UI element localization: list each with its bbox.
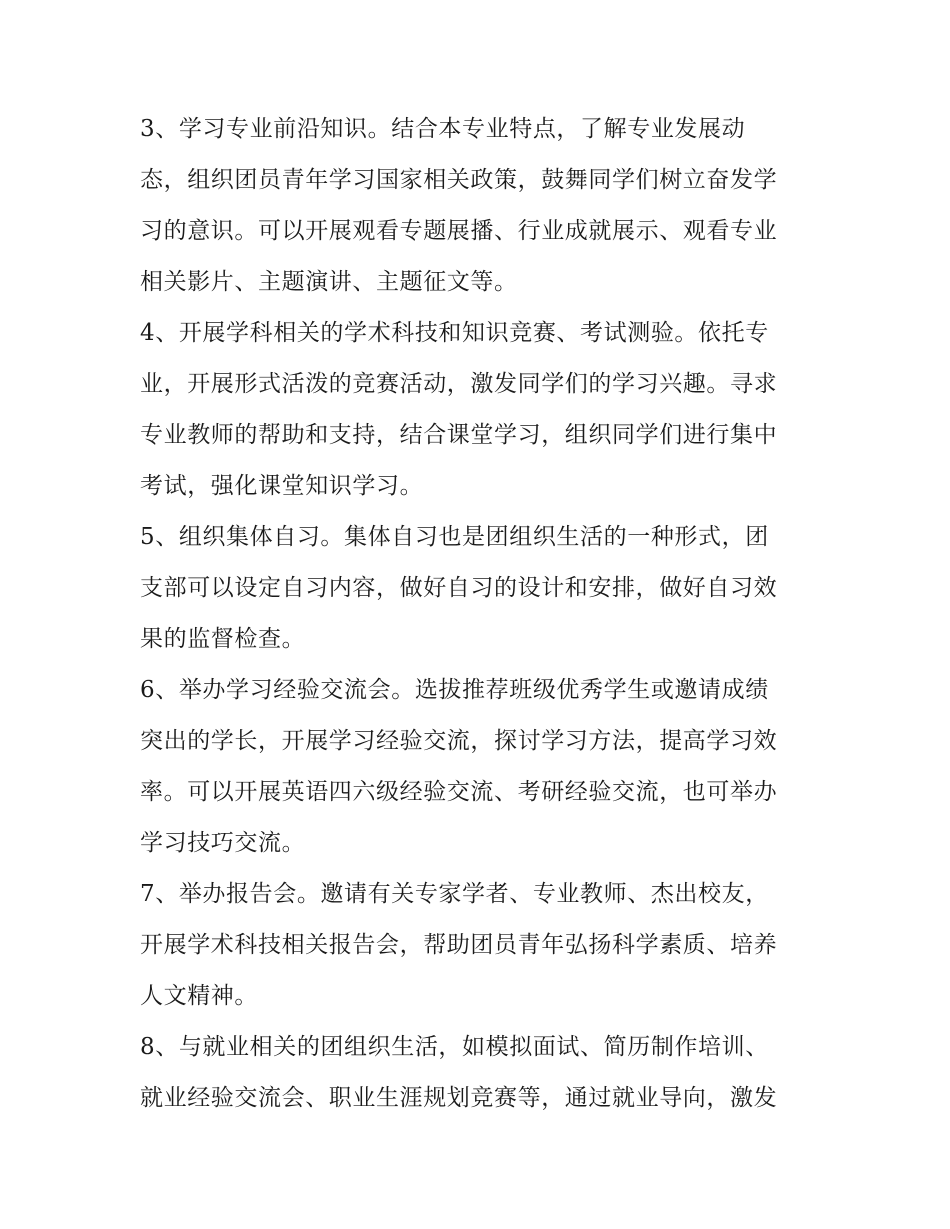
text-line: 7、举办报告会。邀请有关专家学者、专业教师、杰出校友，: [140, 881, 769, 907]
text-line: 果的监督检查。: [140, 626, 306, 652]
text-line: 就业经验交流会、职业生涯规划竞赛等，通过就业导向，激发: [140, 1085, 778, 1111]
text-line: 6、举办学习经验交流会。选拔推荐班级优秀学生或邀请成绩: [140, 677, 769, 703]
text-line: 开展学术科技相关报告会，帮助团员青年弘扬科学素质、培养: [140, 932, 778, 958]
text-line: 8、与就业相关的团组织生活，如模拟面试、简历制作培训、: [140, 1034, 769, 1060]
text-line: 考试，强化课堂知识学习。: [140, 473, 424, 499]
text-line: 业，开展形式活泼的竞赛活动，激发同学们的学习兴趣。寻求: [140, 371, 778, 397]
text-line: 态，组织团员青年学习国家相关政策，鼓舞同学们树立奋发学: [140, 167, 778, 193]
text-line: 专业教师的帮助和支持，结合课堂学习，组织同学们进行集中: [140, 422, 778, 448]
document-body: [140, 104, 812, 1124]
text-line: 5、组织集体自习。集体自习也是团组织生活的一种形式，团: [140, 524, 769, 550]
text-line: 学习技巧交流。: [140, 830, 306, 856]
text-line: 突出的学长，开展学习经验交流，探讨学习方法，提高学习效: [140, 728, 778, 754]
text-line: 4、开展学科相关的学术科技和知识竞赛、考试测验。依托专: [140, 320, 769, 346]
text-line: 习的意识。可以开展观看专题展播、行业成就展示、观看专业: [140, 218, 778, 244]
text-line: 支部可以设定自习内容，做好自习的设计和安排，做好自习效: [140, 575, 778, 601]
text-line: 3、学习专业前沿知识。结合本专业特点，了解专业发展动: [140, 116, 746, 142]
text-line: 率。可以开展英语四六级经验交流、考研经验交流，也可举办: [140, 779, 778, 805]
text-line: 相关影片、主题演讲、主题征文等。: [140, 269, 518, 295]
text-line: 人文精神。: [140, 983, 258, 1009]
